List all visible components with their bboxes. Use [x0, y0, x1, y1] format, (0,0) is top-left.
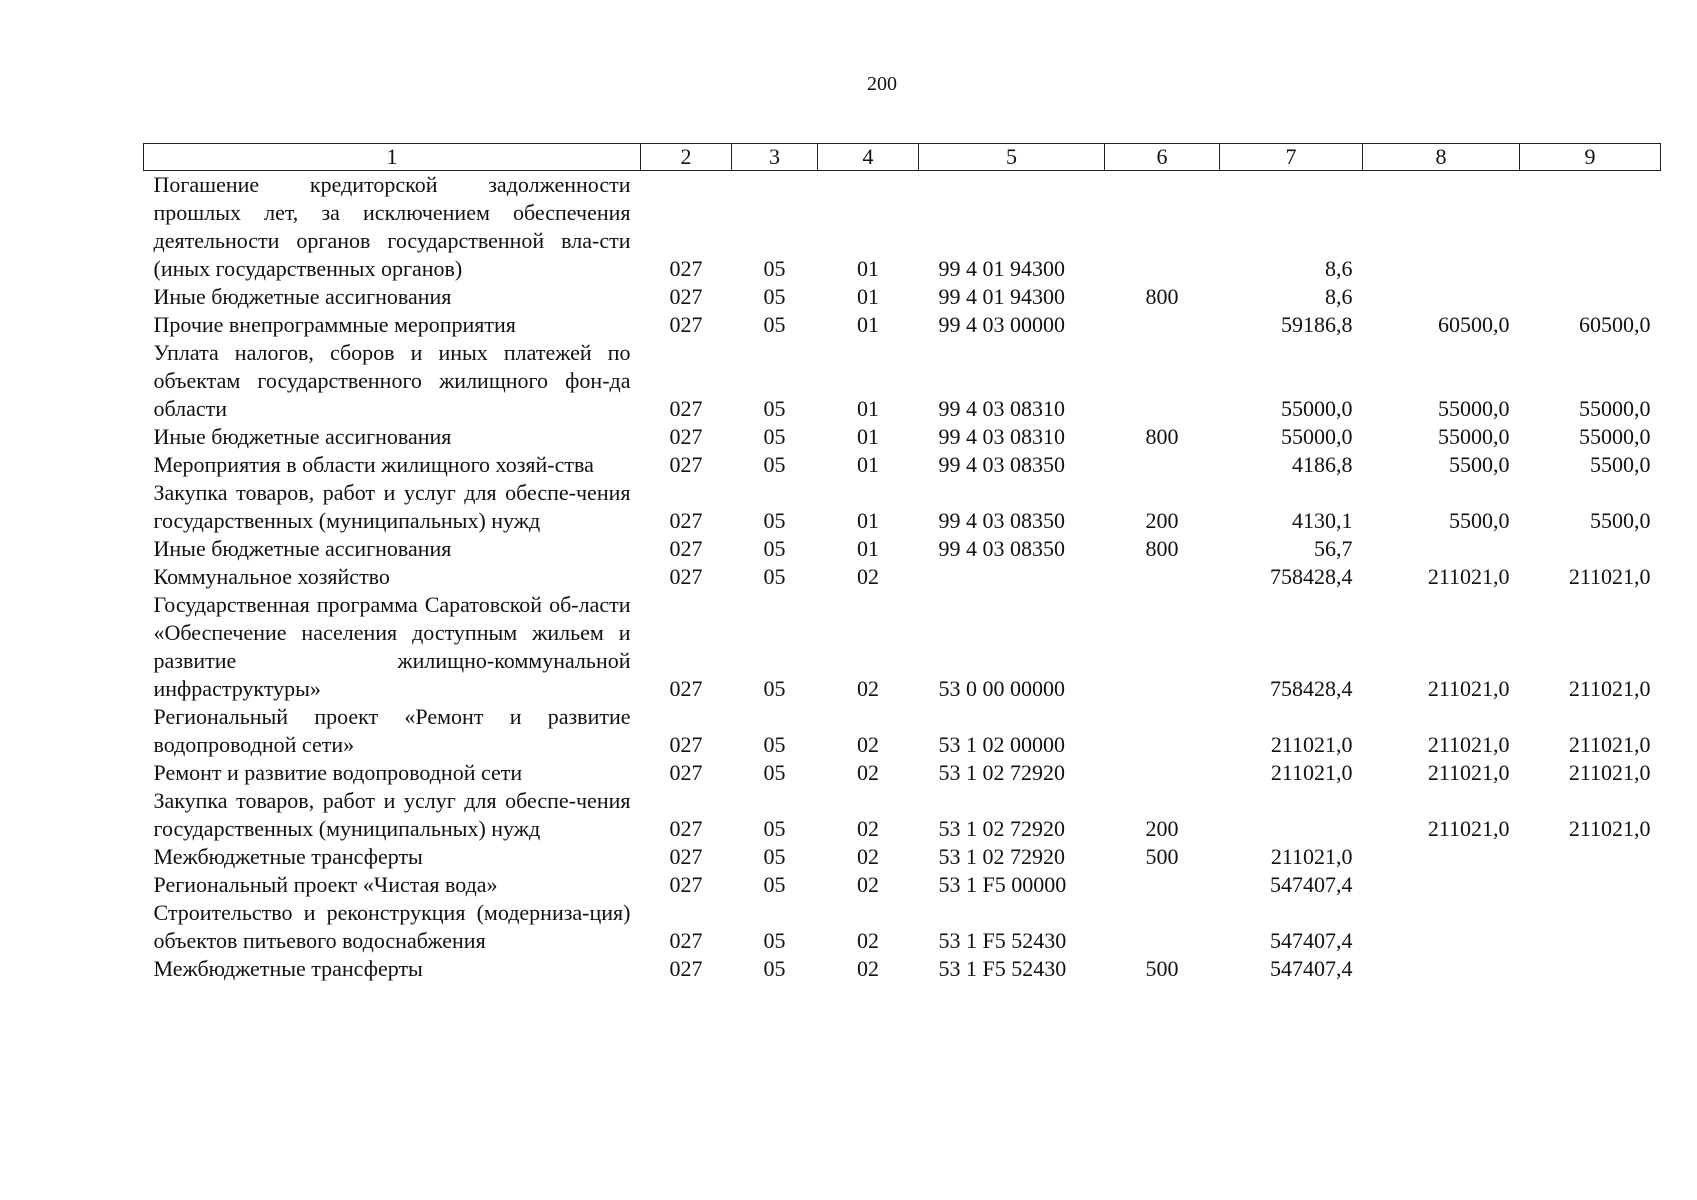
row-section: 05	[763, 872, 786, 897]
row-target-article: 53 1 02 72920	[938, 816, 1065, 841]
row-target-article	[919, 563, 1105, 591]
row-subsection: 01	[857, 396, 879, 421]
row-section: 05	[763, 816, 786, 841]
row-name: Межбюджетные трансферты	[153, 956, 423, 981]
row-amount-col8	[1363, 171, 1520, 284]
row-expense-type: 800	[1145, 284, 1179, 309]
row-section: 05	[763, 452, 786, 477]
row-amount-col7: 8,6	[1325, 284, 1353, 309]
row-expense-type: 500	[1145, 844, 1179, 869]
row-expense-type	[1105, 899, 1220, 955]
row-amount-col8: 211021,0	[1427, 732, 1510, 757]
row-amount-col7	[1220, 787, 1363, 843]
table-header	[144, 144, 1661, 171]
row-name: Закупка товаров, работ и услуг для обеспе-чения государственных (муниципальных) нужд	[153, 788, 631, 841]
table-row	[144, 535, 1661, 563]
row-amount-col8: 55000,0	[1438, 424, 1510, 449]
row-section: 05	[763, 396, 786, 421]
row-name: Иные бюджетные ассигнования	[153, 424, 452, 449]
row-admin-code: 027	[669, 424, 703, 449]
header-col-7: 7	[1220, 144, 1363, 171]
row-amount-col9: 55000,0	[1579, 424, 1651, 449]
row-target-article: 53 1 F5 52430	[938, 928, 1067, 953]
row-amount-col7: 4186,8	[1292, 452, 1353, 477]
row-section: 05	[763, 676, 786, 701]
row-name: Ремонт и развитие водопроводной сети	[153, 760, 523, 785]
row-target-article: 53 1 F5 00000	[938, 872, 1067, 897]
row-amount-col9	[1520, 843, 1661, 871]
row-section: 05	[763, 928, 786, 953]
row-name: Региональный проект «Ремонт и развитие водопроводной сети»	[153, 704, 631, 757]
row-section: 05	[763, 508, 786, 533]
row-admin-code: 027	[669, 284, 703, 309]
table-row	[144, 899, 1661, 955]
table-row	[144, 423, 1661, 451]
row-expense-type: 500	[1145, 956, 1179, 981]
row-amount-col9: 5500,0	[1590, 508, 1651, 533]
row-subsection: 01	[857, 312, 879, 337]
row-name: Погашение кредиторской задолженности прошлых лет, за исключением обеспечения деятельности органов государственной вла-сти (иных государственных органов)	[153, 172, 631, 281]
row-amount-col9: 211021,0	[1568, 816, 1651, 841]
row-amount-col7: 8,6	[1325, 256, 1353, 281]
row-target-article: 99 4 03 00000	[938, 312, 1065, 337]
row-admin-code: 027	[669, 396, 703, 421]
row-subsection: 02	[857, 956, 879, 981]
row-amount-col7: 211021,0	[1270, 760, 1353, 785]
row-amount-col7: 55000,0	[1281, 424, 1353, 449]
row-expense-type	[1105, 871, 1220, 899]
row-amount-col9	[1520, 171, 1661, 284]
header-col-8: 8	[1363, 144, 1520, 171]
row-admin-code: 027	[669, 816, 703, 841]
row-target-article: 99 4 03 08310	[938, 396, 1065, 421]
row-subsection: 01	[857, 424, 879, 449]
row-amount-col7: 547407,4	[1270, 872, 1353, 897]
table-row	[144, 871, 1661, 899]
row-expense-type	[1105, 339, 1220, 423]
row-amount-col8	[1363, 535, 1520, 563]
table-row	[144, 787, 1661, 843]
row-amount-col7: 56,7	[1314, 536, 1353, 561]
row-amount-col8: 211021,0	[1427, 676, 1510, 701]
row-admin-code: 027	[669, 844, 703, 869]
row-amount-col8	[1363, 871, 1520, 899]
row-amount-col8: 5500,0	[1449, 508, 1510, 533]
row-expense-type	[1105, 703, 1220, 759]
row-amount-col7: 547407,4	[1270, 928, 1353, 953]
table-row	[144, 955, 1661, 983]
row-name: Уплата налогов, сборов и иных платежей по объектам государственного жилищного фон-да области	[153, 340, 631, 421]
row-admin-code: 027	[669, 732, 703, 757]
row-name: Прочие внепрограммные мероприятия	[153, 312, 516, 337]
row-section: 05	[763, 564, 786, 589]
header-col-3: 3	[732, 144, 818, 171]
page-number: 200	[867, 73, 897, 95]
row-subsection: 02	[857, 928, 879, 953]
row-amount-col8	[1363, 955, 1520, 983]
row-target-article: 99 4 03 08350	[938, 536, 1065, 561]
row-admin-code: 027	[669, 872, 703, 897]
row-amount-col9	[1520, 871, 1661, 899]
row-amount-col8: 55000,0	[1438, 396, 1510, 421]
table-row	[144, 843, 1661, 871]
table-body	[144, 171, 1661, 984]
table-row	[144, 311, 1661, 339]
row-admin-code: 027	[669, 956, 703, 981]
row-amount-col9	[1520, 535, 1661, 563]
row-admin-code: 027	[669, 760, 703, 785]
table-row	[144, 759, 1661, 787]
row-section: 05	[763, 536, 786, 561]
header-col-2: 2	[641, 144, 732, 171]
row-expense-type	[1105, 591, 1220, 703]
row-expense-type	[1105, 451, 1220, 479]
row-expense-type: 800	[1145, 536, 1179, 561]
row-amount-col9	[1520, 283, 1661, 311]
row-admin-code: 027	[669, 564, 703, 589]
row-amount-col8	[1363, 283, 1520, 311]
row-amount-col7: 758428,4	[1270, 564, 1353, 589]
row-amount-col9	[1520, 955, 1661, 983]
row-subsection: 01	[857, 508, 879, 533]
row-expense-type	[1105, 171, 1220, 284]
row-amount-col8: 5500,0	[1449, 452, 1510, 477]
row-admin-code: 027	[669, 676, 703, 701]
row-amount-col7: 758428,4	[1270, 676, 1353, 701]
row-subsection: 02	[857, 564, 879, 589]
row-name: Закупка товаров, работ и услуг для обеспе-чения государственных (муниципальных) нужд	[153, 480, 631, 533]
row-target-article: 53 0 00 00000	[938, 676, 1065, 701]
row-section: 05	[763, 844, 786, 869]
table-row	[144, 703, 1661, 759]
row-target-article: 99 4 03 08350	[938, 452, 1065, 477]
table-row	[144, 563, 1661, 591]
row-amount-col9: 211021,0	[1568, 732, 1651, 757]
row-expense-type: 200	[1145, 508, 1179, 533]
row-name: Государственная программа Саратовской об-ласти «Обеспечение населения доступным жильем и развитие жилищно-коммунальной инфраструктуры»	[153, 592, 631, 701]
row-section: 05	[763, 956, 786, 981]
row-section: 05	[763, 424, 786, 449]
table-row	[144, 171, 1661, 284]
row-admin-code: 027	[669, 536, 703, 561]
row-subsection: 02	[857, 732, 879, 757]
row-subsection: 01	[857, 256, 879, 281]
header-row	[144, 144, 1661, 171]
header-col-1: 1	[144, 144, 641, 171]
row-target-article: 53 1 02 00000	[938, 732, 1065, 757]
budget-table	[143, 143, 1661, 983]
header-col-5: 5	[919, 144, 1105, 171]
row-name: Региональный проект «Чистая вода»	[153, 872, 498, 897]
row-admin-code: 027	[669, 452, 703, 477]
row-admin-code: 027	[669, 312, 703, 337]
row-subsection: 01	[857, 536, 879, 561]
row-amount-col8	[1363, 899, 1520, 955]
header-col-6: 6	[1105, 144, 1220, 171]
row-amount-col7: 211021,0	[1270, 844, 1353, 869]
row-amount-col9: 211021,0	[1568, 564, 1651, 589]
row-subsection: 02	[857, 816, 879, 841]
row-section: 05	[763, 732, 786, 757]
row-amount-col8	[1363, 843, 1520, 871]
row-expense-type	[1105, 759, 1220, 787]
row-target-article: 99 4 01 94300	[938, 256, 1065, 281]
row-amount-col8: 211021,0	[1427, 816, 1510, 841]
table-row	[144, 479, 1661, 535]
row-name: Иные бюджетные ассигнования	[153, 284, 452, 309]
row-amount-col8: 211021,0	[1427, 564, 1510, 589]
row-subsection: 02	[857, 844, 879, 869]
row-section: 05	[763, 256, 786, 281]
table-row	[144, 339, 1661, 423]
row-name: Строительство и реконструкция (модерниза-ция) объектов питьевого водоснабжения	[153, 900, 631, 953]
row-amount-col8: 60500,0	[1438, 312, 1510, 337]
row-target-article: 99 4 03 08350	[938, 508, 1065, 533]
row-admin-code: 027	[669, 508, 703, 533]
row-admin-code: 027	[669, 928, 703, 953]
row-expense-type	[1105, 311, 1220, 339]
header-col-4: 4	[818, 144, 919, 171]
row-target-article: 99 4 01 94300	[938, 284, 1065, 309]
row-amount-col7: 59186,8	[1281, 312, 1353, 337]
row-expense-type	[1105, 563, 1220, 591]
row-amount-col9: 5500,0	[1590, 452, 1651, 477]
row-amount-col7: 547407,4	[1270, 956, 1353, 981]
row-subsection: 01	[857, 452, 879, 477]
row-section: 05	[763, 312, 786, 337]
row-amount-col7: 211021,0	[1270, 732, 1353, 757]
row-subsection: 02	[857, 760, 879, 785]
row-target-article: 53 1 02 72920	[938, 760, 1065, 785]
table-row	[144, 591, 1661, 703]
row-amount-col9	[1520, 899, 1661, 955]
row-amount-col9: 211021,0	[1568, 760, 1651, 785]
table-row	[144, 451, 1661, 479]
row-section: 05	[763, 760, 786, 785]
row-name: Иные бюджетные ассигнования	[153, 536, 452, 561]
row-target-article: 99 4 03 08310	[938, 424, 1065, 449]
header-col-9: 9	[1520, 144, 1661, 171]
row-target-article: 53 1 F5 52430	[938, 956, 1067, 981]
row-section: 05	[763, 284, 786, 309]
row-amount-col9: 60500,0	[1579, 312, 1651, 337]
row-target-article: 53 1 02 72920	[938, 844, 1065, 869]
row-subsection: 01	[857, 284, 879, 309]
row-name: Мероприятия в области жилищного хозяй-ства	[153, 452, 594, 477]
row-name: Межбюджетные трансферты	[153, 844, 423, 869]
table-row	[144, 283, 1661, 311]
row-amount-col7: 55000,0	[1281, 396, 1353, 421]
row-amount-col9: 211021,0	[1568, 676, 1651, 701]
row-amount-col7: 4130,1	[1292, 508, 1353, 533]
row-subsection: 02	[857, 676, 879, 701]
row-name: Коммунальное хозяйство	[153, 564, 390, 589]
row-expense-type: 800	[1145, 424, 1179, 449]
row-amount-col8: 211021,0	[1427, 760, 1510, 785]
row-admin-code: 027	[669, 256, 703, 281]
row-amount-col9: 55000,0	[1579, 396, 1651, 421]
row-expense-type: 200	[1145, 816, 1179, 841]
row-subsection: 02	[857, 872, 879, 897]
